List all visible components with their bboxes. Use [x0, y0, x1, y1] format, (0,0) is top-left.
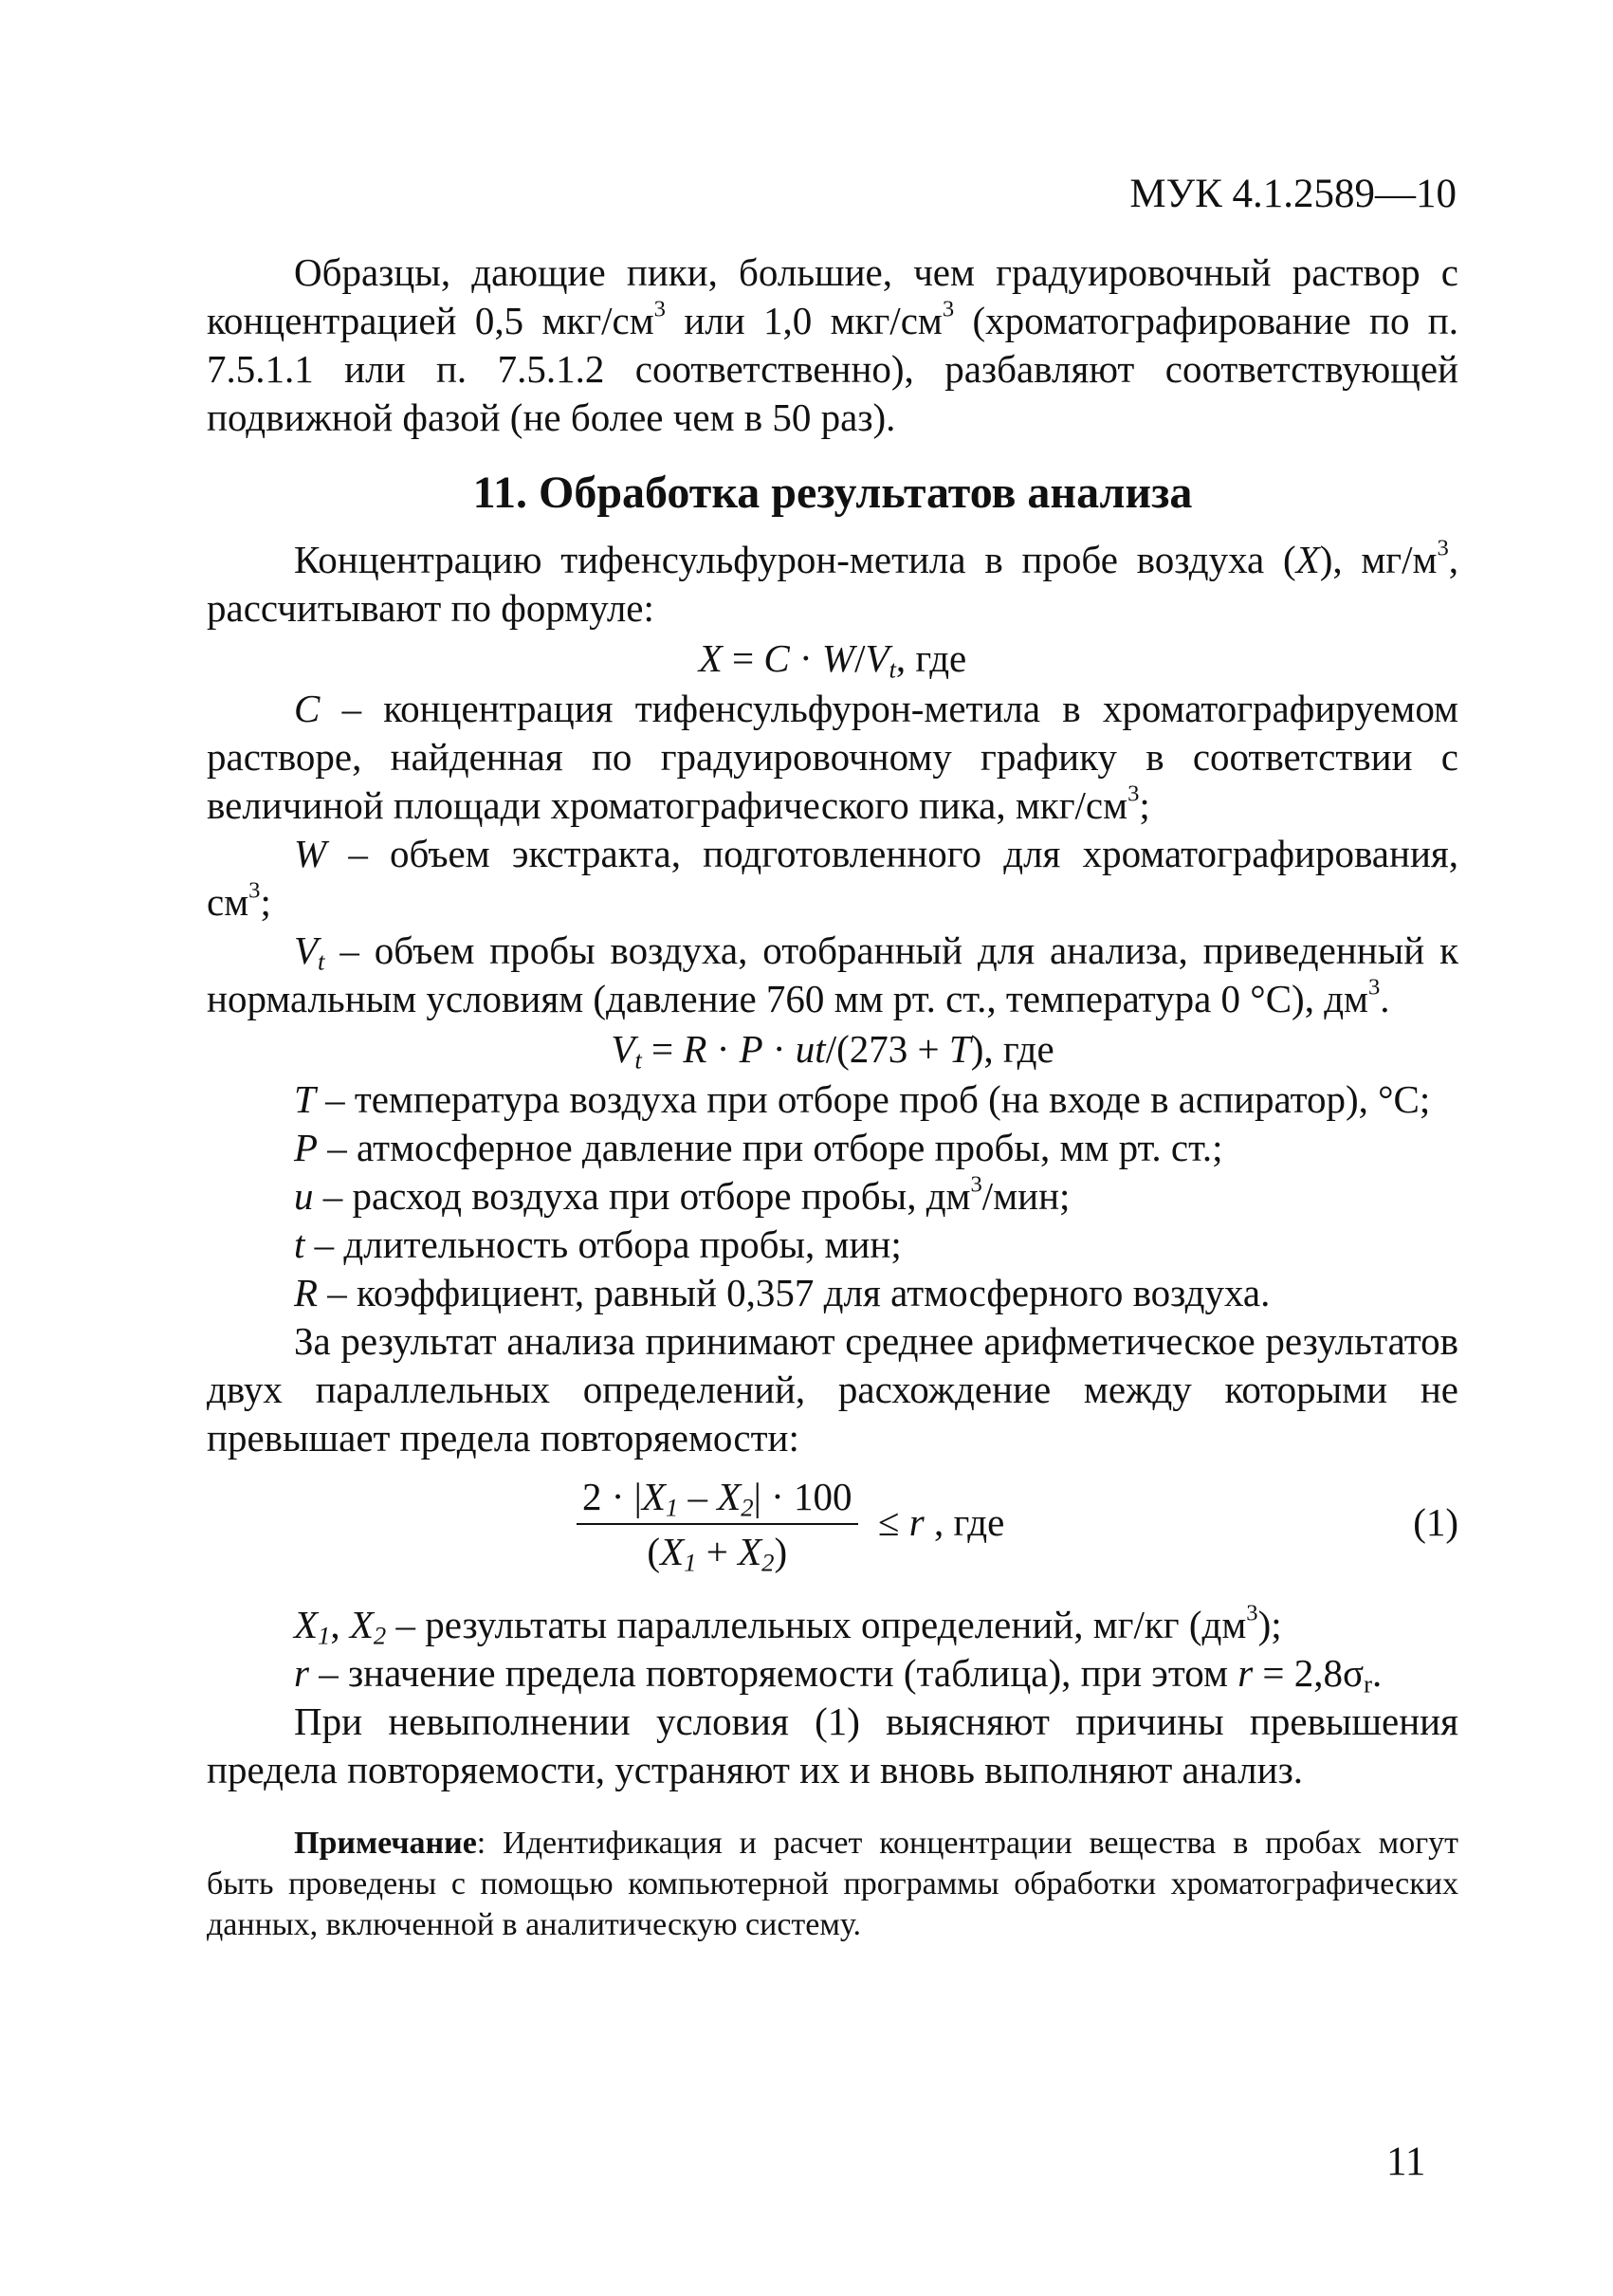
superscript: 3 [942, 296, 955, 322]
variable: r [908, 1500, 925, 1544]
note [207, 1823, 1458, 1945]
variable: t [294, 1222, 305, 1266]
definition-vt [207, 927, 1458, 1023]
text-span: – коэффициент, равный 0,357 для атмосферного воздуха. [318, 1271, 1271, 1314]
text-span: ( [647, 1530, 661, 1573]
variable: W [821, 636, 855, 680]
fraction [577, 1474, 858, 1577]
text-span: | · 100 [753, 1475, 852, 1518]
variable: W [294, 832, 327, 875]
page-content [207, 248, 1458, 1945]
text-span: ); [1257, 1603, 1282, 1646]
variable: X [660, 1530, 685, 1573]
operator: / [854, 636, 866, 680]
text-span: – результаты параллельных определений, мг/кг (дм [386, 1603, 1247, 1646]
variable: X [294, 1603, 319, 1646]
formula-volume [207, 1025, 1458, 1074]
subscript: r [1364, 1669, 1373, 1699]
text-span: 2 · | [582, 1475, 642, 1518]
text-span: . [1372, 1651, 1383, 1695]
subscript: 2 [761, 1548, 775, 1577]
variable: X [717, 1475, 742, 1518]
text-span: – длительность отбора пробы, мин; [304, 1222, 902, 1266]
variable: C [294, 687, 321, 730]
definition-w [207, 830, 1458, 927]
text-span: – значение предела повторяемости (таблица), при этом [308, 1651, 1238, 1695]
subscript: 1 [665, 1493, 679, 1522]
operator: – [678, 1475, 718, 1518]
variable: T [294, 1077, 316, 1121]
subscript: 2 [373, 1621, 387, 1650]
variable: X [698, 636, 723, 680]
text-span: ; [1139, 783, 1150, 827]
subscript: t [889, 654, 896, 684]
variable: C [763, 636, 790, 680]
text-span: – температура воздуха при отборе проб (на входе в аспиратор), °С; [315, 1077, 1431, 1121]
text-span: , где [924, 1500, 1005, 1544]
text-span: ) [774, 1530, 788, 1573]
variable: ut [795, 1027, 826, 1071]
text-span: – атмосферное давление при отборе пробы, мм рт. ст.; [318, 1126, 1223, 1169]
fraction-condition [878, 1498, 1004, 1547]
definition-x [207, 1601, 1458, 1649]
text-span: = 2,8σ [1253, 1651, 1365, 1695]
variable: X [349, 1603, 374, 1646]
text-span: – объем пробы воздуха, отобранный для анализа, приведенный к нормальным условиям (давление 760 мм рт. ст., температура 0 °С), дм [207, 928, 1458, 1020]
text-span: ), мг/м [1319, 538, 1438, 581]
subscript: t [634, 1045, 642, 1075]
definition-r-limit [207, 1649, 1458, 1698]
operator: · [706, 1027, 740, 1071]
operator: · [762, 1027, 796, 1071]
text-span: Образцы, дающие пики, большие, чем градуировочный раствор с концентрацией 0,5 мкг/см [207, 250, 1458, 342]
text-span: ; [260, 880, 271, 924]
operator: · [789, 636, 822, 680]
equation-number: (1) [1413, 1500, 1458, 1544]
formula-repeatability [207, 1470, 1458, 1593]
text-span: , рассчитывают по формуле: [207, 538, 1458, 630]
variable: r [294, 1651, 309, 1695]
text-span: , где [895, 636, 967, 680]
operator: = [722, 636, 764, 680]
definition-c [207, 685, 1458, 830]
text-span: (хроматографирование по п. 7.5.1.1 или п. 7.5.1.2 соответственно), разбавляют соответствующей подвижной фазой (не более чем в 50 раз). [207, 299, 1458, 439]
fraction-numerator [577, 1474, 858, 1525]
document-code: МУК 4.1.2589—10 [1129, 172, 1457, 216]
text-span: . [1380, 977, 1390, 1020]
variable: V [611, 1027, 635, 1071]
variable: u [294, 1174, 314, 1218]
variable: R [294, 1271, 319, 1314]
text-span: /мин; [981, 1174, 1071, 1218]
text-span: Концентрацию тифенсульфурон-метила в пробе воздуха ( [294, 538, 1296, 581]
subscript: 1 [318, 1621, 331, 1650]
variable: V [294, 928, 319, 972]
definition-duration [207, 1221, 1458, 1269]
variable: r [1237, 1651, 1254, 1695]
note-text: : Идентификация и расчет концентрации вещества в пробах могут быть проведены с помощью компьютерной программы обработки хроматографических данных, включенной в аналитическую систему. [207, 1826, 1458, 1942]
variable: X [1295, 538, 1320, 581]
intro-paragraph [207, 248, 1458, 442]
text-span: ), где [970, 1027, 1054, 1071]
page-number: 11 [1386, 2140, 1426, 2184]
variable: X [641, 1475, 666, 1518]
superscript: 3 [1127, 781, 1140, 807]
text-span: – объем экстракта, подготовленного для хроматографирования, см [207, 832, 1458, 924]
definition-t [207, 1075, 1458, 1124]
operator: ≤ [878, 1500, 909, 1544]
definition-u [207, 1172, 1458, 1221]
variable: V [865, 636, 889, 680]
note-label: Примечание [294, 1826, 477, 1861]
definition-r-coefficient [207, 1269, 1458, 1317]
subscript: 2 [741, 1493, 754, 1522]
variable: P [739, 1027, 763, 1071]
definition-p [207, 1124, 1458, 1172]
variable: T [948, 1027, 971, 1071]
variable: P [294, 1126, 319, 1169]
subscript: 1 [684, 1548, 697, 1577]
operator: = [641, 1027, 684, 1071]
text-span: – расход воздуха при отборе пробы, дм [313, 1174, 971, 1218]
superscript: 3 [1368, 974, 1381, 1001]
variable: R [683, 1027, 707, 1071]
subscript: t [318, 946, 325, 976]
superscript: 3 [1246, 1600, 1258, 1626]
superscript: 3 [1437, 535, 1449, 561]
calc-intro-paragraph [207, 536, 1458, 633]
superscript: 3 [248, 877, 261, 904]
text-span: , [330, 1603, 350, 1646]
superscript: 3 [970, 1171, 982, 1198]
text-span: или 1,0 мкг/см [665, 299, 943, 342]
text-span: – концентрация тифенсульфурон-метила в хроматографируемом растворе, найденная по градуировочному графику в соответствии с величиной площади хроматографического пика, мкг/см [207, 687, 1458, 827]
result-paragraph: За результат анализа принимают среднее арифметическое результатов двух параллельных определений, расхождение между которыми не превышает предела повторяемости: [207, 1319, 1458, 1460]
variable: X [738, 1530, 762, 1573]
operator: + [696, 1530, 739, 1573]
superscript: 3 [653, 296, 666, 322]
text-span: /(273 + [825, 1027, 949, 1071]
fraction-denominator [577, 1525, 858, 1577]
fail-paragraph: При невыполнении условия (1) выясняют причины превышения предела повторяемости, устраняют их и вновь выполняют анализ. [207, 1699, 1458, 1791]
section-heading: 11. Обработка результатов анализа [472, 468, 1193, 518]
formula-concentration [207, 634, 1458, 683]
